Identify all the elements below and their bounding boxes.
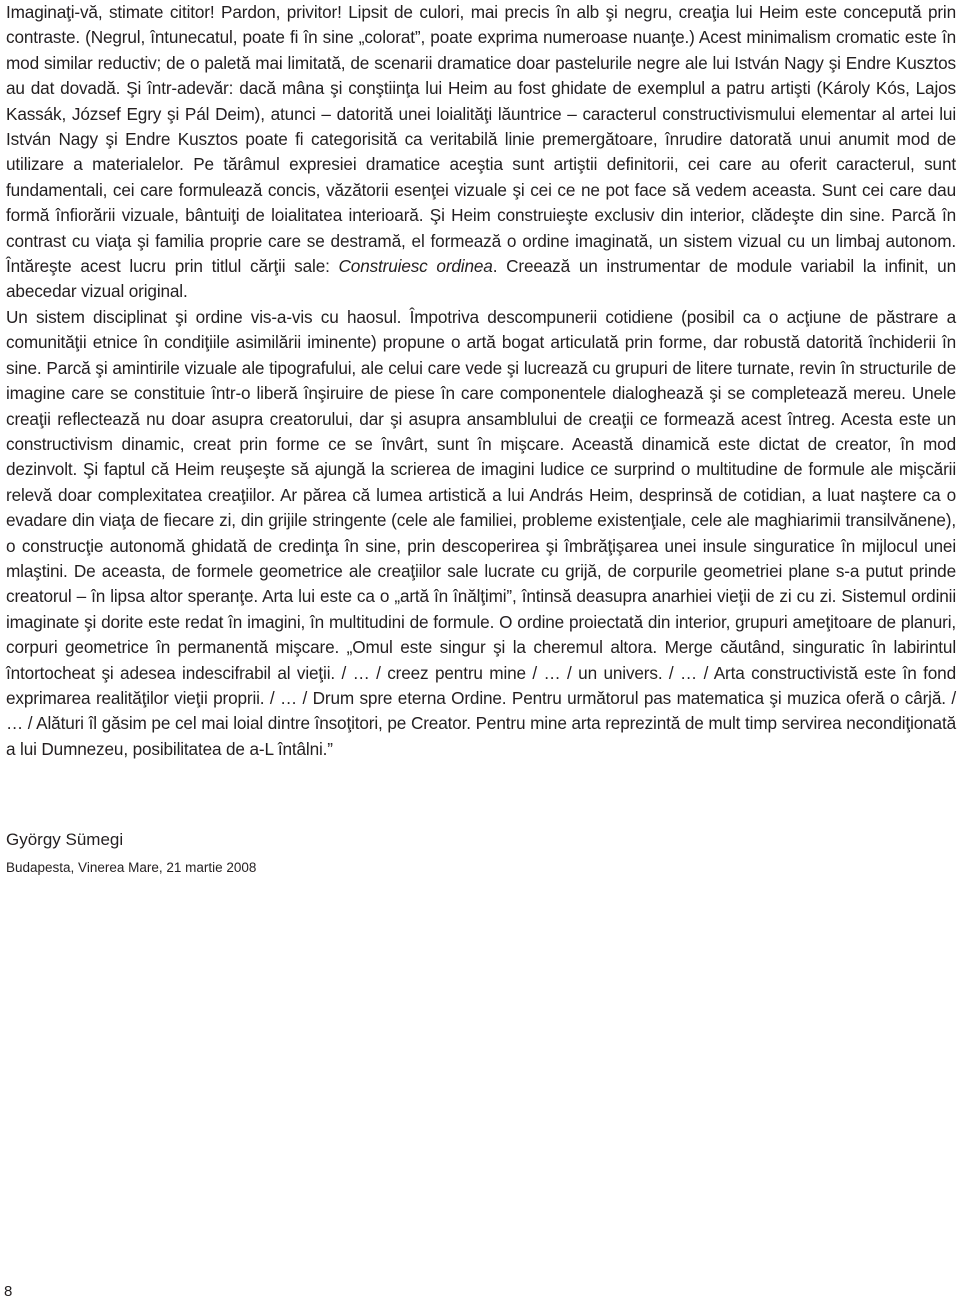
paragraph-2: Un sistem disciplinat şi ordine vis-a-vis cu haosul. Împotriva descompunerii cotidiene (posibil ca o acţiune de păstrare a comunităţii etnice în condiţiile asimilării iminente) propune o artă bogat articulată prin forme, dar robustă datorită închiderii în sine. Parcă şi amintirile vizuale ale tipografului, ale celui care vede şi lucrează cu grupuri de litere turnate, revin în structurile de imagine care se constituie într-o liberă înşiruire de piese în care componentele dialoghează şi se completează mereu. Unele creaţii reflectează nu doar asupra creatorului, dar şi asupra ansamblului de creaţii ce formează acest întreg. Acesta este un constructivism dinamic, creat prin forme ce se învârt, sunt în mişcare. Această dinamică este dictat de creator, în mod dezinvolt. Şi faptul că Heim reuşeşte să ajungă la scrierea de imagini ludice ce surprind o multitudine de formule ale mişcării relevă doar complexitatea creaţiilor. Ar părea că lumea artistică a lui András Heim, desprinsă de cotidian, a luat naştere ca o evadare din viaţa de fiecare zi, din grijile stringente (cele ale familiei, probleme existenţiale, cele ale maghiarimii transilvănene), o construcţie autonomă ghidată de credinţa în sine, prin descoperirea şi îmbrăţişarea unei insule singuratice în mijlocul unei mlaştini. De aceasta, de formele geometrice ale creaţiilor sale lucrate cu grijă, de corpurile geometriei plane s-a putut prinde creatorul – în lipsa altor speranţe. Arta lui este ca o „artă în înălţimi”, întinsă deasupra anarhiei vieţii de zi cu zi. Sistemul ordinii imaginate şi dorite este redat în imagini, în multitudini de formule. O ordine proiectată din interior, grupuri ameţitoare de planuri, corpuri geometrice în permanentă mişcare. „Omul este singur şi la cheremul altora. Merge căutând, singuratic în labirintul întortocheat şi adesea indescifrabil al vieţii. / … / creez pentru mine / … / un univers. / … / Arta constructivistă este în fond exprimarea realităţilor vieţii proprii. / … / Drum spre eterna Ordine. Pentru următorul pas matematica şi muzica oferă o cârjă. / … / Alături îl găsim pe cel mai loial dintre însoţitori, pe Creator. Pentru mine arta reprezintă de mult timp servirea necondiţionată a lui Dumnezeu, posibilitatea de a-L întâlni.” bbox=[6, 306, 956, 759]
paragraph-1-text: Imaginaţi-vă, stimate cititor! Pardon, privitor! Lipsit de culori, mai precis în alb şi negru, creaţia lui Heim este concepută prin contraste. (Negrul, întunecatul, poate fi în sine „colorat”, poate exprima numeroase nuanţe.) Acest minimalism cromatic este în mod similar reductiv; de o paletă mai limitată, de scenarii dramatice doar pastelurile negre ale lui István Nagy şi Endre Kusztos au dat dovadă. Şi într-adevăr: dacă mâna şi conştiinţa lui Heim au fost ghidate de exemplul a patru artişti (Károly Kós, Lajos Kassák, József Egry şi Pál Deim), atunci – datorită unei loialităţi lăuntrice – caracterul constructivismului elementar al artei lui István Nagy şi Endre Kusztos poate fi categorisită ca veritabilă linie premergătoare, înrudire datorată unui anumit mod de utilizare a materialelor. Pe tărâmul expresiei dramatice aceştia sunt artiştii definitorii, cei care au oferit caracterul, sunt fundamentali, cei care formulează concis, văzătorii esenţei vizuale şi cei ce ne pot face să vedem aceasta. Sunt cei care dau formă înfiorării vizuale, bântuiţi de loialitatea interioară. Şi Heim construieşte exclusiv din interior, clădeşte din sine. Parcă în contrast cu viaţa şi familia proprie care se destramă, el formează o ordine imaginată, un sistem vizual cu un limbaj autonom. Întăreşte acest lucru prin titlul cărţii sale: bbox=[6, 2, 956, 277]
paragraph-1-end: . Creează un instrumentar de module variabil la infinit, un abecedar vizual original. bbox=[6, 256, 956, 302]
article-body bbox=[6, 0, 956, 762]
paragraph-1 bbox=[6, 0, 956, 305]
page-number: 8 bbox=[4, 1283, 13, 1300]
author-signature: György Sümegi bbox=[6, 830, 124, 849]
book-title: Construiesc ordinea bbox=[338, 256, 493, 277]
dateline: Budapesta, Vinerea Mare, 21 martie 2008 bbox=[6, 860, 257, 875]
